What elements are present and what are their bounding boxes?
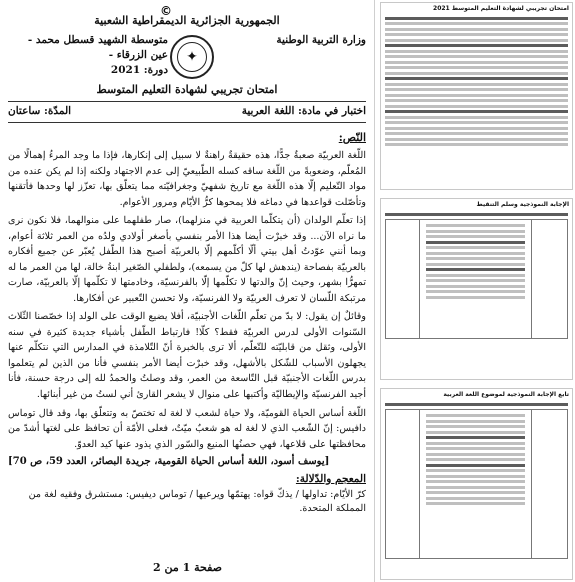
school-seal-icon: ✦: [170, 35, 214, 79]
lexicon-title: المعجم والدّلالة:: [295, 473, 366, 486]
subject-row: [8, 105, 366, 117]
header-left: [8, 33, 168, 79]
thumbnail-page-questions[interactable]: [380, 2, 573, 190]
thumbnail-table: [385, 409, 568, 559]
thumbnail-header: امتحان تجريبي لشهادة التعليم المتوسط 2021: [433, 5, 569, 12]
header-divider: [8, 101, 366, 102]
thumbnail-table: [385, 219, 568, 339]
subject-divider: [8, 122, 366, 123]
thumbnail-header: الإجابة النموذجية وسلم التنقيط: [476, 201, 569, 208]
text-paragraph: اللّغة العربيّة صعبةٌ جدًّا، هذه حقيقةٌ راهنةٌ لا سبيل إلى إنكارها، فإذا ما وجد المرءُ إهمالًا من المُعلّم، وضعوبةً من اللّغة ساقه كسله الطّبيعيّ إلى عدم الاجتهاد ولكنه إذا لم يكن عنده من مواد التّعليم إلّا هذه اللّغة مع تاريخ شفهيّ وجغرافيّته مما يتعلّق بها، تعزّز لها وحدها فأتقنها وتأصّلت قواعدها في دماغه فلا يمحوها كرُّ الأيّام ومرور الأعوام.: [8, 150, 366, 208]
text-paragraph: اللّغة أساس الحياة القوميّة، ولا حياة لشعب لا لغة له تختصّ به وتتعلّق بها، وقد قال توماس دافيس: إنّ الشّعب الذي لا لغة له هو شعبٌ ميّتٌ، فعلى الأمّة أن تحافظ على لغتها أشدّ من محافظتها على قلاعها، فهي حصنُها المنيع والسّور الذي يذود عنها كيد العدوّ.: [8, 407, 366, 450]
header-right: [216, 33, 366, 48]
copyright-mark: ©: [160, 4, 172, 18]
page-number: صفحة 1 من 2: [153, 561, 222, 574]
text-paragraph: إذا تعلّم الولدان (أن يتكلّما العربية في منزلهما)، صار طفلهما على منوالهما، فلا نكون نرى ما نراه الآن... وقد خبرْت أيضا هذا الأمر بنفسي بأصغر أولادي ولدُه من العمر ثلاثة أعوام، وبما أنني عوّدتُ أهل بيتي ألّا أكلّمهم إلّا بالعربيّة أصبح هذا الطّفل يُعبّر عن جميع أفكاره بالعربيّة بفصاحة (يندهش لها كلّ من يسمعه)، ولطفلي الصّغير ابنةُ خالة، لها من العمر ما له تمهرُّا بشهر، وحيث إنّ والدتها لا تكلّمها إلّا بالفرنسيّة، وخادمتها لا تكلّمها إلّا بالعربيّة، صارت مرتبكة اللّسان لا تعرف العربيّة ولا الفرنسيّة، ولا تحسن التّعبير عن أفكارها.: [8, 215, 366, 304]
text-section-title: النّص:: [338, 131, 366, 144]
subject-label: اختبار في مادة: اللغة العربية: [241, 105, 366, 117]
lexicon-entry: كرّ الأيّام: تداولها / يذكّ قواه: يهتمّها ويرعيها / توماس ديفيس: مستشرق وفقيه لغة من المملكة المتحدة.: [28, 489, 366, 515]
exam-title: امتحان تجريبي لشهادة التعليم المتوسط: [96, 83, 278, 96]
thumbnail-page-answer-key[interactable]: [380, 198, 573, 380]
duration-label: المدّة: ساعتان: [8, 105, 72, 117]
thumbnail-header: تابع الإجابة النموذجية لموضوع اللغة العربية: [443, 391, 569, 398]
school-name: متوسطة الشهيد قسطل محمد - عين الزرقاء -: [27, 34, 168, 62]
text-source: [يوسف أسود، اللغة أساس الحياة القومية، جريدة البصائر، العدد 59، ص 70]: [8, 456, 330, 468]
thumbnail-page-answer-key-continued[interactable]: [380, 388, 573, 580]
ministry-name: وزارة التربية الوطنية: [276, 34, 366, 46]
republic-title: الجمهورية الجزائرية الديمقراطية الشعبية: [94, 14, 280, 27]
text-paragraph: وقائلٌ إن يقول: لا بدّ من تعلّم اللّغات الأجنبيّة، أفلا يضيع الوقت على الولد إذا خصّصنا الثّلاث السّنوات الأولى لدرس العربيّة فقط؟ كلّا! فارتباط الطّفل بأشياء جديدة كثيرة في سنه الأولى، وثقل من قابليّته للتّعلّم، ألا ترى بالخبرة أنّ التّلامذة في المدارس التي نتكلّم عنها يجهلون الأسباب للشّكل بالأشهل، وقد خبرْت أيضا الأمر بنفسي فأنا من الذين لم يتعلموا بدرس اللّغات الأجنبيّة قبل التّاسعة من العمر، وقد وصلتُ والحمدُ لله إلى درجة حسنة، فأنا أجيد الفرنسيّة والإيطاليّة وأكتبها على منوال لا يشعر القارئ أني لستُ من غير أبنائها.: [8, 311, 366, 400]
exam-session: دورة: 2021: [110, 64, 168, 77]
